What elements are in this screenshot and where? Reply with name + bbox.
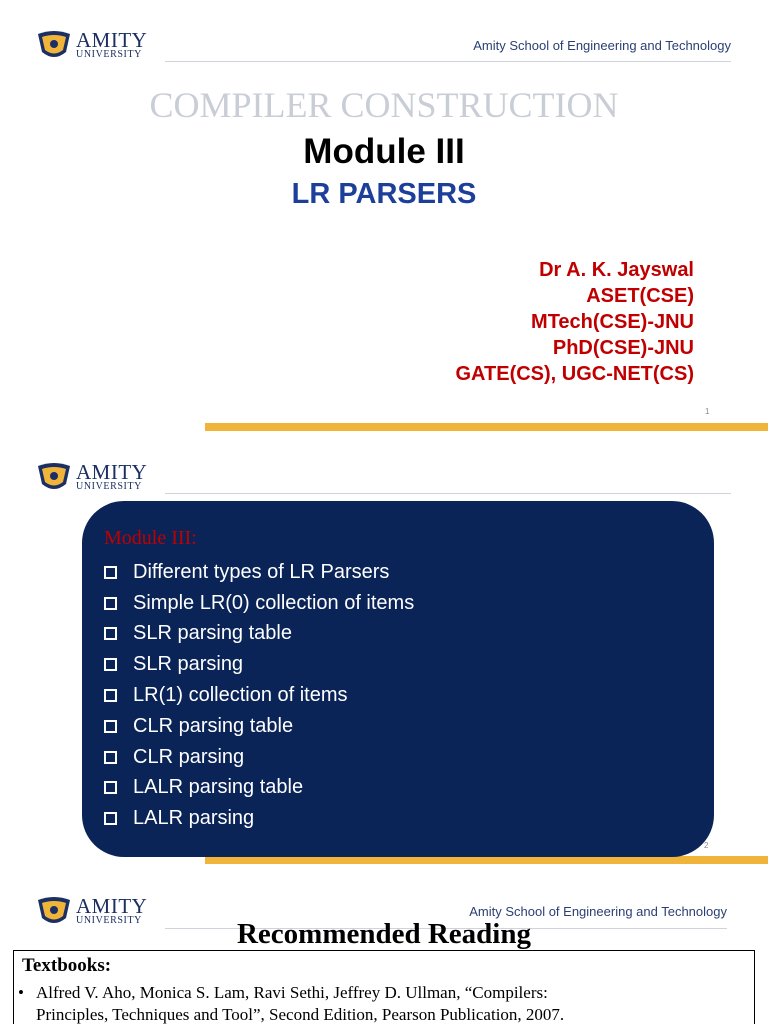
logo-name: AMITY [76,28,148,52]
logo-name: AMITY [76,460,148,484]
list-item: CLR parsing [104,742,414,773]
slide-number: 2 [704,841,709,850]
logo-name: AMITY [76,894,148,918]
slide-2 [0,432,768,866]
footer-bar [205,423,768,431]
page-title: Recommended Reading [236,918,531,950]
checkbox-icon [104,689,117,702]
course-title: COMPILER CONSTRUCTION [149,85,619,125]
list-item: LALR parsing [104,803,414,834]
textbook-reference [18,982,564,1024]
checkbox-icon [104,658,117,671]
header-divider [165,61,731,62]
list-item: SLR parsing [104,649,414,680]
checkbox-icon [104,751,117,764]
module-outline-box [82,501,714,857]
slide-1 [0,0,768,432]
reference-line-1: Alfred V. Aho, Monica S. Lam, Ravi Sethi, Jeffrey D. Ullman, “Compilers: [36,983,548,1002]
list-item: Different types of LR Parsers [104,557,414,588]
author-block [456,257,695,387]
header-divider [165,493,731,494]
checkbox-icon [104,566,117,579]
logo-subtitle: UNIVERSITY [76,915,142,926]
list-item: CLR parsing table [104,711,414,742]
logo-subtitle: UNIVERSITY [76,49,142,60]
slide-3 [0,866,768,1024]
checkbox-icon [104,597,117,610]
topic-title: LR PARSERS [291,178,477,210]
reference-line-2: Principles, Techniques and Tool”, Second Edition, Pearson Publication, 2007. [36,1005,565,1024]
list-item: LALR parsing table [104,773,414,804]
amity-logo [36,30,147,60]
author-mtech: MTech(CSE)-JNU [531,311,694,333]
list-item: SLR parsing table [104,619,414,650]
footer-bar [205,856,768,864]
module-title: Module III [303,132,465,171]
author-phd: PhD(CSE)-JNU [552,337,694,359]
checkbox-icon [104,720,117,733]
school-name: Amity School of Engineering and Technology [473,38,731,53]
outline-list [104,557,414,834]
list-item: LR(1) collection of items [104,680,414,711]
author-name: Dr A. K. Jayswal [539,259,694,281]
amity-logo [36,462,147,492]
logo-subtitle: UNIVERSITY [76,481,142,492]
author-exams: GATE(CS), UGC-NET(CS) [455,363,694,385]
author-dept: ASET(CSE) [586,285,694,307]
checkbox-icon [104,627,117,640]
bullet-icon: • [18,983,24,1002]
checkbox-icon [104,781,117,794]
checkbox-icon [104,812,117,825]
amity-crest-icon [36,462,72,492]
textbooks-heading: Textbooks: [22,955,112,976]
list-item: Simple LR(0) collection of items [104,588,414,619]
amity-crest-icon [36,30,72,60]
slide-number: 1 [705,407,710,416]
textbooks-box [13,950,755,1024]
school-name: Amity School of Engineering and Technology [469,904,727,919]
outline-title: Module III: [104,527,197,549]
